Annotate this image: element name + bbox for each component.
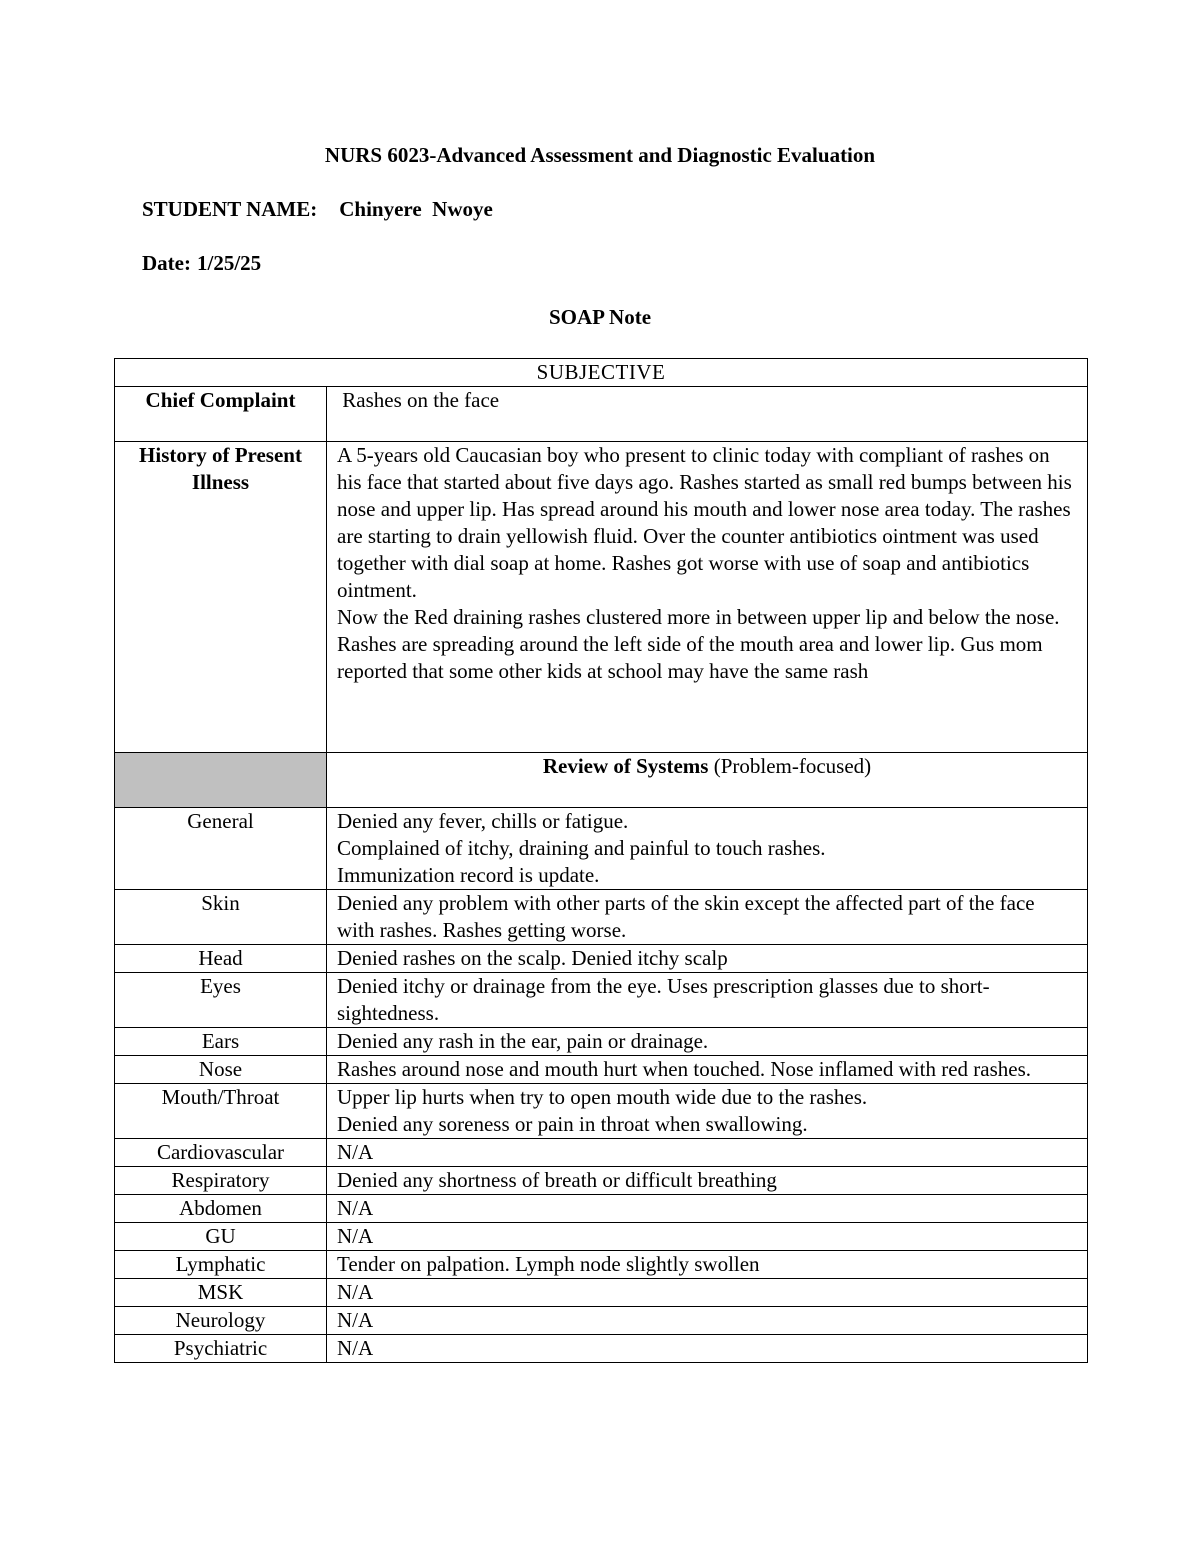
ros-system-finding: N/A: [327, 1307, 1088, 1335]
subjective-header: SUBJECTIVE: [115, 359, 1088, 387]
ros-system-label: Lymphatic: [115, 1251, 327, 1279]
ros-row-abdomen: [115, 1195, 1088, 1223]
ros-header: [327, 753, 1088, 808]
soap-note-title: SOAP Note: [548, 305, 652, 329]
ros-system-finding: Denied any fever, chills or fatigue. Complained of itchy, draining and painful to touch rashes. Immunization record is update.: [327, 808, 1088, 890]
ros-system-label: Eyes: [115, 973, 327, 1028]
ros-row-nose: [115, 1056, 1088, 1084]
date-line: [142, 251, 261, 276]
ros-system-finding: Upper lip hurts when try to open mouth wide due to the rashes. Denied any soreness or pain in throat when swallowing.: [327, 1084, 1088, 1139]
ros-row-gu: [115, 1223, 1088, 1251]
ros-title: Review of Systems: [542, 754, 709, 778]
ros-system-label: Skin: [115, 890, 327, 945]
ros-header-blank: [115, 753, 327, 808]
hpi-label: History of Present Illness: [115, 442, 327, 753]
ros-system-finding: Denied any shortness of breath or difficult breathing: [327, 1167, 1088, 1195]
course-title: NURS 6023-Advanced Assessment and Diagnostic Evaluation: [324, 143, 876, 167]
ros-system-label: Cardiovascular: [115, 1139, 327, 1167]
ros-system-label: Psychiatric: [115, 1335, 327, 1363]
ros-row-psychiatric: [115, 1335, 1088, 1363]
ros-system-label: GU: [115, 1223, 327, 1251]
ros-system-label: Nose: [115, 1056, 327, 1084]
ros-row-eyes: [115, 973, 1088, 1028]
ros-system-label: Neurology: [115, 1307, 327, 1335]
ros-system-finding: N/A: [327, 1279, 1088, 1307]
student-name-line: [142, 197, 493, 222]
ros-system-finding: Denied any problem with other parts of the skin except the affected part of the face with rashes. Rashes getting worse.: [327, 890, 1088, 945]
ros-system-finding: N/A: [327, 1195, 1088, 1223]
ros-system-label: Head: [115, 945, 327, 973]
hpi-value: A 5-years old Caucasian boy who present to clinic today with compliant of rashes on his face that started about five days ago. Rashes started as small red bumps between his nose and upper lip. Has spread around his mouth and lower nose area today. The rashes are starting to drain yellowish fluid. Over the counter antibiotics ointment was used together with dial soap at home. Rashes got worse with use of soap and antibiotics ointment. Now the Red draining rashes clustered more in between upper lip and below the nose. Rashes are spreading around the left side of the mouth area and lower lip. Gus mom reported that some other kids at school may have the same rash: [327, 442, 1088, 753]
ros-row-lymphatic: [115, 1251, 1088, 1279]
student-name-label: STUDENT NAME:: [142, 197, 318, 221]
ros-system-finding: Denied rashes on the scalp. Denied itchy scalp: [327, 945, 1088, 973]
ros-system-label: Abdomen: [115, 1195, 327, 1223]
ros-system-finding: Denied any rash in the ear, pain or drainage.: [327, 1028, 1088, 1056]
ros-system-finding: N/A: [327, 1223, 1088, 1251]
ros-row-neurology: [115, 1307, 1088, 1335]
ros-system-label: Ears: [115, 1028, 327, 1056]
ros-system-finding: Rashes around nose and mouth hurt when touched. Nose inflamed with red rashes.: [327, 1056, 1088, 1084]
ros-row-mouth-throat: [115, 1084, 1088, 1139]
chief-complaint-value: Rashes on the face: [327, 387, 1088, 442]
ros-system-label: General: [115, 808, 327, 890]
chief-complaint-row: [115, 387, 1088, 442]
ros-row-skin: [115, 890, 1088, 945]
ros-header-row: [115, 753, 1088, 808]
ros-system-label: Respiratory: [115, 1167, 327, 1195]
chief-complaint-label: Chief Complaint: [115, 387, 327, 442]
ros-system-finding: N/A: [327, 1335, 1088, 1363]
soap-table: [114, 358, 1088, 1363]
ros-row-msk: [115, 1279, 1088, 1307]
ros-row-general: [115, 808, 1088, 890]
ros-row-cardiovascular: [115, 1139, 1088, 1167]
ros-system-label: MSK: [115, 1279, 327, 1307]
date-value: 1/25/25: [196, 251, 262, 275]
ros-row-respiratory: [115, 1167, 1088, 1195]
ros-row-ears: [115, 1028, 1088, 1056]
ros-title-qualifier: (Problem-focused): [708, 754, 872, 778]
date-label: Date:: [142, 251, 191, 275]
ros-system-finding: N/A: [327, 1139, 1088, 1167]
subjective-header-row: [115, 359, 1088, 387]
student-name-value: Chinyere Nwoye: [339, 197, 493, 221]
ros-system-finding: Tender on palpation. Lymph node slightly swollen: [327, 1251, 1088, 1279]
ros-row-head: [115, 945, 1088, 973]
ros-system-finding: Denied itchy or drainage from the eye. Uses prescription glasses due to short-sightedness.: [327, 973, 1088, 1028]
ros-system-label: Mouth/Throat: [115, 1084, 327, 1139]
hpi-row: [115, 442, 1088, 753]
